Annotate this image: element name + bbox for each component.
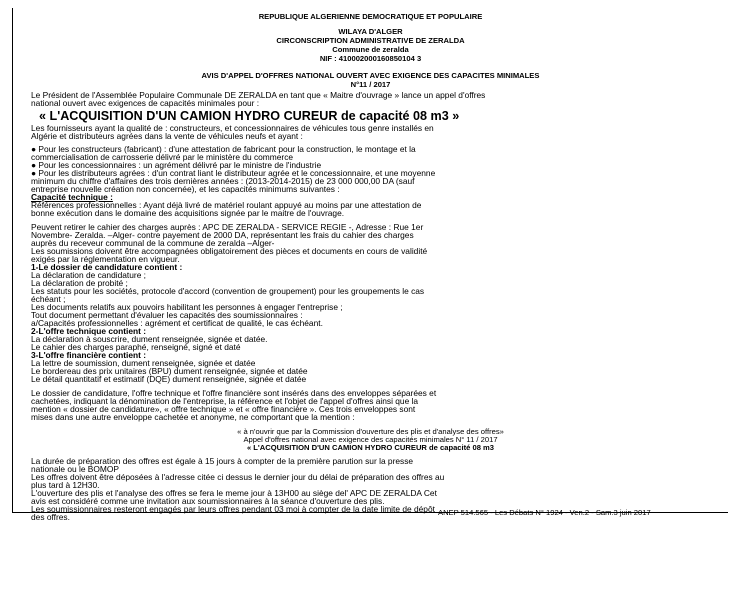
- avis-title: AVIS D'APPEL D'OFFRES NATIONAL OUVERT AVEC EXIGENCE DES CAPACITES MINIMALES: [201, 71, 540, 80]
- intro-line-1: Le Président de l'Assemblée Populaire Communale DE ZERALDA en tant que « Maitre d'ouvrage » lance un appel d'offres: [31, 90, 486, 100]
- envelope-mention: « à n'ouvrir que par la Commission d'ouverture des plis et d'analyse des offres»: [237, 427, 504, 436]
- header-commune: Commune de zeralda: [332, 45, 409, 54]
- section-heading: Capacité technique :: [31, 192, 113, 202]
- section-heading: 3-L'offre financière contient :: [31, 350, 147, 360]
- tender-notice-document: [12, 8, 728, 522]
- intro-line-2: national ouvert avec exigences de capacités minimales pour :: [31, 98, 260, 108]
- header-circonscription: CIRCONSCRIPTION ADMINISTRATIVE DE ZERALDA: [276, 36, 465, 45]
- envelope-mention: Appel d'offres national avec exigence des capacités minimales N° 11 / 2017: [243, 435, 498, 444]
- body-line: Les fournisseurs ayant la qualité de : constructeurs, et concessionnaires de véhicules tous genre installés en: [31, 123, 434, 133]
- body-line: Les soumissionnaires resteront engagés par leurs offres pendant 03 moi à compter de la date limite de dépôt: [31, 504, 435, 514]
- body-line: plus tard à 12H30.: [31, 480, 100, 490]
- body-line: Peuvent retirer le cahier des charges auprès : APC DE ZERALDA - SERVICE REGIE -, Adresse : Rue 1er: [31, 222, 424, 232]
- body-line: La déclaration de candidature ;: [31, 270, 147, 280]
- envelope-mention: « L'ACQUISITION D'UN CAMION HYDRO CUREUR de capacité 08 m3: [246, 443, 495, 452]
- body-line: Les offres doivent être déposées à l'adresse citée ci dessus le dernier jour du délai de préparation des offres au: [31, 472, 445, 482]
- body-line: entreprise nouvelle création non concernée), et les capacités minimums suivantes :: [31, 184, 340, 194]
- body-line: Les soumissions doivent être accompagnées obligatoirement des pièces et documents en cours de validité: [31, 246, 428, 256]
- body-line: Les statuts pour les sociétés, protocole d'accord (convention de groupement) pour les groupements le cas: [31, 286, 425, 296]
- body-line: La lettre de soumission, dument renseignée, signée et datée: [31, 358, 256, 368]
- body-line: La déclaration à souscrire, dument renseignée, signée et datée.: [31, 334, 268, 344]
- publication-footer: ANEP 514.565 - Les Débats N° 1924 - Ven.2 - Sam.3 juin 2017: [438, 508, 651, 517]
- body-line: mises dans une autre enveloppe cachetée et anonyme, ne comportant que la mention :: [31, 412, 355, 422]
- body-line: échéant ;: [31, 294, 66, 304]
- body-line: La durée de préparation des offres est égale à 15 jours à compter de la première parution sur la presse: [31, 456, 414, 466]
- section-heading: 2-L'offre technique contient :: [31, 326, 147, 336]
- section-heading: 1-Le dossier de candidature contient :: [31, 262, 183, 272]
- body-line: Les documents relatifs aux pouvoirs habilitant les personnes à engager l'entreprise ;: [31, 302, 343, 312]
- acquisition-title: « L'ACQUISITION D'UN CAMION HYDRO CUREUR de capacité 08 m3 »: [39, 109, 460, 123]
- body-line: commercialisation de carrosserie délivré par le ministère du commerce: [31, 152, 294, 162]
- body-line: ● Pour les concessionnaires : un agrément délivré par le ministre de l'industrie: [31, 160, 322, 170]
- body-line: Novembre- Zeralda. –Alger- contre payement de 2000 DA, représentant les frais du cahier des charges: [31, 230, 414, 240]
- body-line: Le bordereau des prix unitaires (BPU) dument renseignée, signée et datée: [31, 366, 308, 376]
- body-line: ● Pour les distributeurs agrées : d'un contrat liant le distributeur agrée et le concessionnaire, et une moyenne: [31, 168, 436, 178]
- header-wilaya: WILAYA D'ALGER: [338, 27, 403, 36]
- body-line: Le cahier des charges paraphé, renseigné, signé et daté: [31, 342, 241, 352]
- body-line: Le détail quantitatif et estimatif (DQE) dument renseignée, signée et datée: [31, 374, 307, 384]
- body-line: auprès du receveur communal de la commune de zeralda –Alger-: [31, 238, 275, 248]
- body-line: nationale ou le BOMOP: [31, 464, 119, 474]
- body-line: minimum du chiffre d'affaires des trois dernières années : (2013-2014-2015) de 23 000 000,00 DA (sauf: [31, 176, 415, 186]
- body-line: L'ouverture des plis et l'analyse des offres se fera le meme jour à 13H00 au siège del' APC DE ZERALDA Cet: [31, 488, 437, 498]
- body-line: Algérie et distributeurs agrées dans la vente de véhicules neufs et ayant :: [31, 131, 303, 141]
- body-line: bonne exécution dans le domaine des acquisitions signée par le maitre de l'ouvrage.: [31, 208, 345, 218]
- body-line: exigés par la réglementation en vigueur.: [31, 254, 180, 264]
- body-line: avis est considéré comme une invitation aux soumissionnaires à la séance d'ouverture des plis.: [31, 496, 385, 506]
- body-line: ● Pour les constructeurs (fabricant) : d'une attestation de fabricant pour la construction, le montage et la: [31, 144, 416, 154]
- header-nif: NIF : 410002000160850104 3: [319, 54, 422, 63]
- body-line: cachetées, indiquant la dénomination de l'entreprise, la référence et l'objet de l'appel d'offres ainsi que la: [31, 396, 419, 406]
- body-line: a/Capacités professionnelles : agrément et certificat de qualité, le cas échéant.: [31, 318, 323, 328]
- body-line: Références professionnelles : Ayant déjà livré de matériel roulant appuyé au moins par une attestation de: [31, 200, 422, 210]
- header-republic: REPUBLIQUE ALGERIENNE DEMOCRATIQUE ET POPULAIRE: [258, 12, 483, 21]
- body-line: La déclaration de probité ;: [31, 278, 128, 288]
- body-line: mention « dossier de candidature», « offre technique » et « offre financière ». Ces trois enveloppes sont: [31, 404, 416, 414]
- avis-number: N°11 / 2017: [350, 80, 391, 89]
- body-line: des offres.: [31, 512, 70, 522]
- body-line: Tout document permettant d'évaluer les capacités des soumissionnaires :: [31, 310, 303, 320]
- body-line: Le dossier de candidature, l'offre technique et l'offre financière sont insérés dans des enveloppes séparées et: [31, 388, 437, 398]
